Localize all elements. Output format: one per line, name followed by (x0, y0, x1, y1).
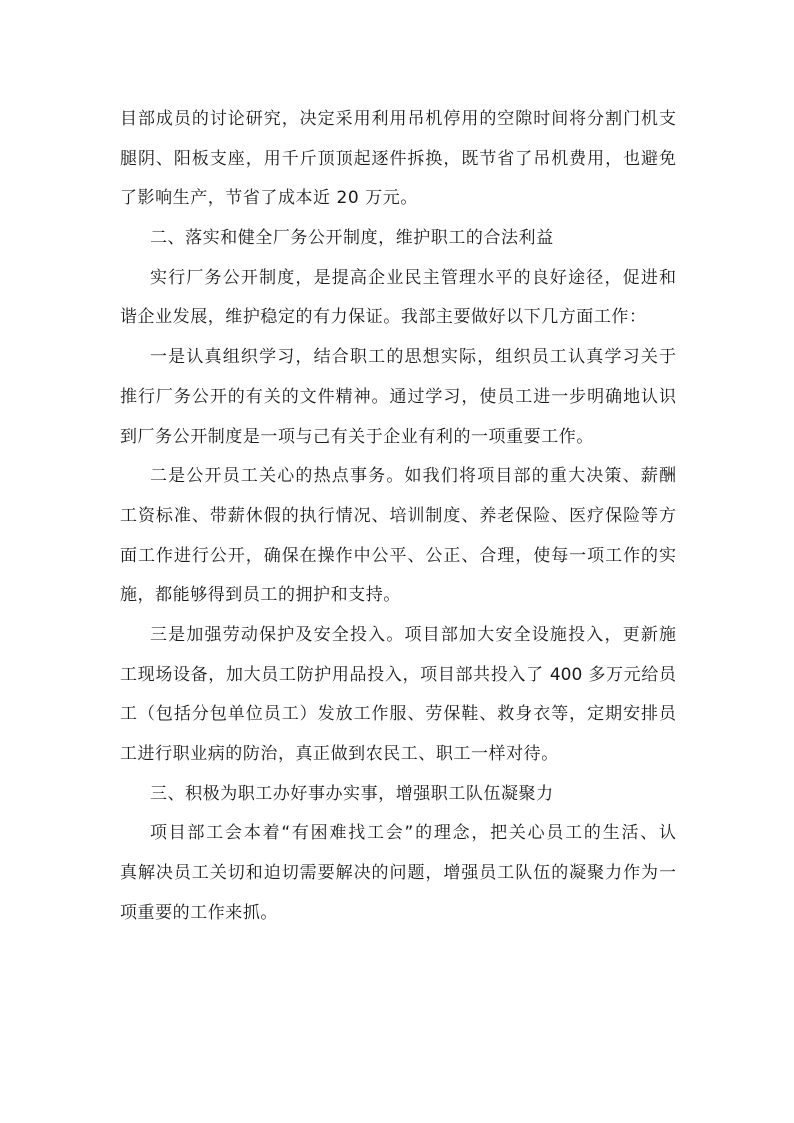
text-line: 腿阴、阳板支座，用千斤顶顶起逐件拆换，既节省了吊机费用，也避免 (120, 148, 676, 169)
document-body (120, 100, 676, 933)
text-line: 一是认真组织学习，结合职工的思想实际，组织员工认真学习关于 (150, 347, 676, 368)
text-line: 谐企业发展，维护稳定的有力保证。我部主要做好以下几方面工作： (120, 307, 647, 328)
text-line: 三是加强劳动保护及安全投入。项目部加大安全设施投入，更新施 (150, 624, 676, 645)
text-line: 实行厂务公开制度，是提高企业民主管理水平的良好途径，促进和 (150, 267, 676, 288)
text-line: 目部成员的讨论研究，决定采用利用吊机停用的空隙时间将分割门机支 (120, 109, 676, 129)
text-line: 工资标准、带薪休假的执行情况、培训制度、养老保险、医疗保险等方 (120, 505, 676, 526)
text-line: 项重要的工作来抓。 (120, 902, 278, 923)
text-line: 工（包括分包单位员工）发放工作服、劳保鞋、救身衣等，定期安排员 (120, 704, 676, 725)
section-heading: 三、积极为职工办好事办实事，增强职工队伍凝聚力 (150, 783, 554, 804)
text-line: 了影响生产，节省了成本近 20 万元。 (120, 188, 418, 209)
text-line: 推行厂务公开的有关的文件精神。通过学习，使员工进一步明确地认识 (120, 386, 676, 407)
text-line: 面工作进行公开，确保在操作中公平、公正、合理，使每一项工作的实 (120, 545, 676, 566)
text-line: 项目部工会本着“有困难找工会”的理念，把关心员工的生活、认 (150, 823, 676, 844)
text-line: 二是公开员工关心的热点事务。如我们将项目部的重大决策、薪酬 (150, 466, 676, 487)
text-line: 到厂务公开制度是一项与己有关于企业有利的一项重要工作。 (120, 426, 594, 447)
section-heading: 二、落实和健全厂务公开制度，维护职工的合法利益 (150, 228, 554, 249)
text-line: 施，都能够得到员工的拥护和支持。 (120, 585, 401, 606)
text-line: 工进行职业病的防治，真正做到农民工、职工一样对待。 (120, 744, 559, 764)
text-line: 工现场设备，加大员工防护用品投入，项目部共投入了 400 多万元给员 (120, 664, 676, 685)
text-line: 真解决员工关切和迫切需要解决的问题，增强员工队伍的凝聚力作为一 (120, 863, 676, 884)
